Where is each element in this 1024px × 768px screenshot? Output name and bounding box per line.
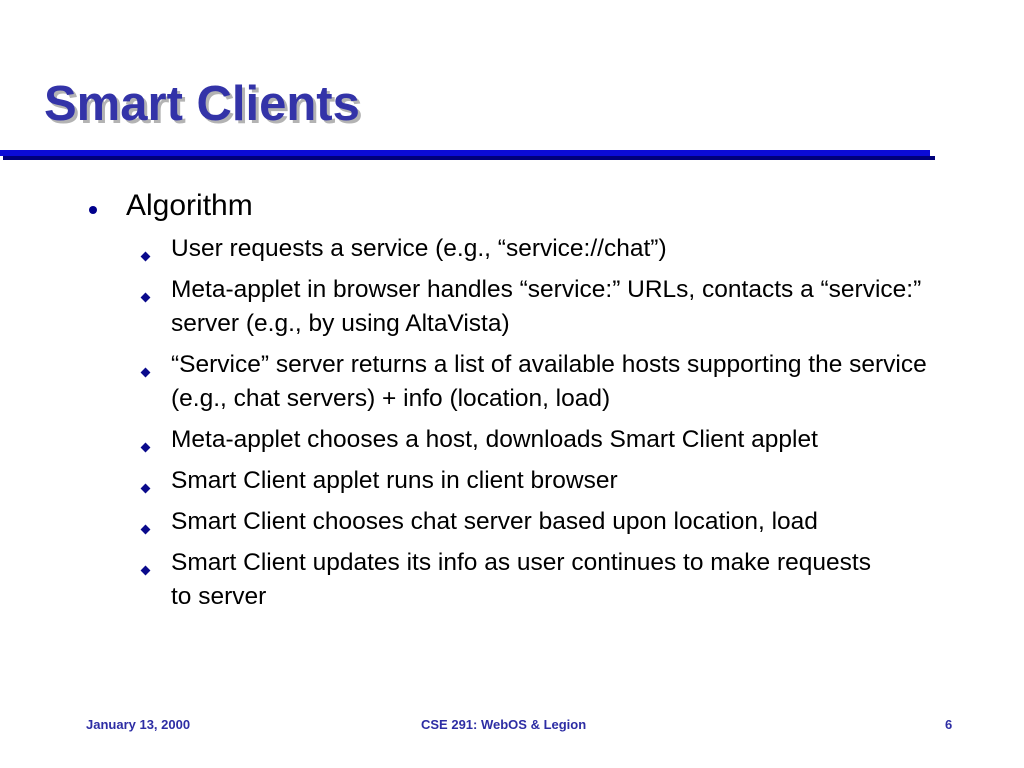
sub-bullet-text: Meta-applet in browser handles “service:” URLs, contacts a “service:” server (e.g., by using AltaVista) — [171, 276, 922, 337]
sub-bullet-text: Smart Client applet runs in client browser — [171, 467, 618, 494]
footer-course: CSE 291: WebOS & Legion — [421, 717, 587, 732]
diamond-icon — [141, 293, 151, 303]
bullet-algorithm: Algorithm — [126, 189, 253, 222]
footer-date: January 13, 2000 — [86, 717, 191, 732]
footer-page-number: 6 — [945, 717, 953, 732]
diamond-icon — [141, 484, 151, 494]
sub-bullet-text: “Service” server returns a list of available hosts supporting the service (e.g., chat servers) + info (location, load) — [171, 351, 927, 412]
title-underline-shadow — [3, 156, 935, 160]
diamond-icon — [141, 443, 151, 453]
sub-bullet-text: Smart Client chooses chat server based upon location, load — [171, 508, 818, 535]
sub-bullet-text: Smart Client updates its info as user continues to make requests to server — [171, 549, 871, 610]
slide-title: Smart Clients — [44, 77, 360, 131]
sub-bullet-text: User requests a service (e.g., “service://chat”) — [171, 235, 667, 262]
diamond-icon — [141, 525, 151, 535]
filled-circle-icon — [89, 206, 97, 214]
diamond-icon — [141, 566, 151, 576]
sub-bullet-text: Meta-applet chooses a host, downloads Smart Client applet — [171, 426, 818, 453]
diamond-icon — [141, 368, 151, 378]
diamond-icon — [141, 252, 151, 262]
title-underline — [0, 150, 930, 156]
